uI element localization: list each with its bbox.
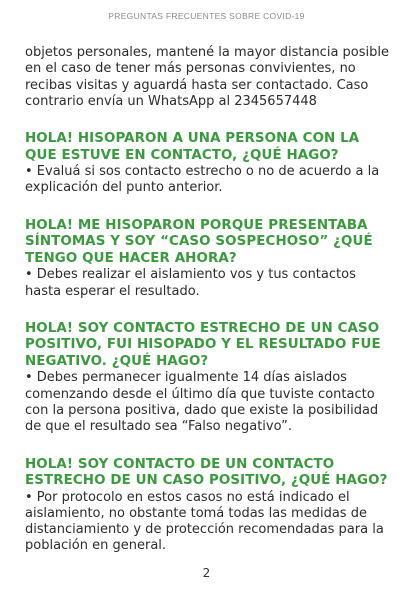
faq-item [25, 131, 390, 197]
faq-question: HOLA! ME HISOPARON PORQUE PRESENTABA SÍNTOMAS Y SOY “CASO SOSPECHOSO” ¿QUÉ TENGO QUE HACER AHORA? [25, 217, 373, 266]
faq-answer: • Por protocolo en estos casos no está indicado el aislamiento, no obstante tomá todas las medidas de distanciamiento y de protección recomendadas para la población en general. [25, 489, 384, 554]
faq-answer: • Evaluá si sos contacto estrecho o no de acuerdo a la explicación del punto anterior. [25, 164, 380, 196]
faq-answer: • Debes realizar el aislamiento vos y tus contactos hasta esperar el resultado. [25, 267, 356, 299]
faq-question: HOLA! SOY CONTACTO DE UN CONTACTO ESTRECHO DE UN CASO POSITIVO, ¿QUÉ HAGO? [25, 456, 388, 489]
page-content [25, 45, 390, 555]
faq-question: HOLA! HISOPARON A UNA PERSONA CON LA QUE ESTUVE EN CONTACTO, ¿QUÉ HAGO? [25, 131, 360, 163]
faq-item [25, 457, 390, 555]
running-header: PREGUNTAS FRECUENTES SOBRE COVID-19 [108, 11, 305, 21]
faq-item [25, 321, 390, 436]
faq-question: HOLA! SOY CONTACTO ESTRECHO DE UN CASO POSITIVO, FUI HISOPADO Y EL RESULTADO FUE NEGATIVO. ¿QUÉ HAGO? [25, 320, 381, 369]
intro-paragraph: objetos personales, mantené la mayor distancia posible en el caso de tener más personas convivientes, no recibas visitas y aguardá hasta ser contactado. Caso contrario envía un WhatsApp al 2345657448 [25, 45, 389, 109]
page-number: 2 [202, 566, 211, 580]
faq-answer: • Debes permanecer igualmente 14 días aislados comenzando desde el último día que tuviste contacto con la persona positiva, dado que existe la posibilidad de que el resultado sea “Falso negativo”. [25, 370, 379, 435]
faq-item [25, 218, 390, 300]
